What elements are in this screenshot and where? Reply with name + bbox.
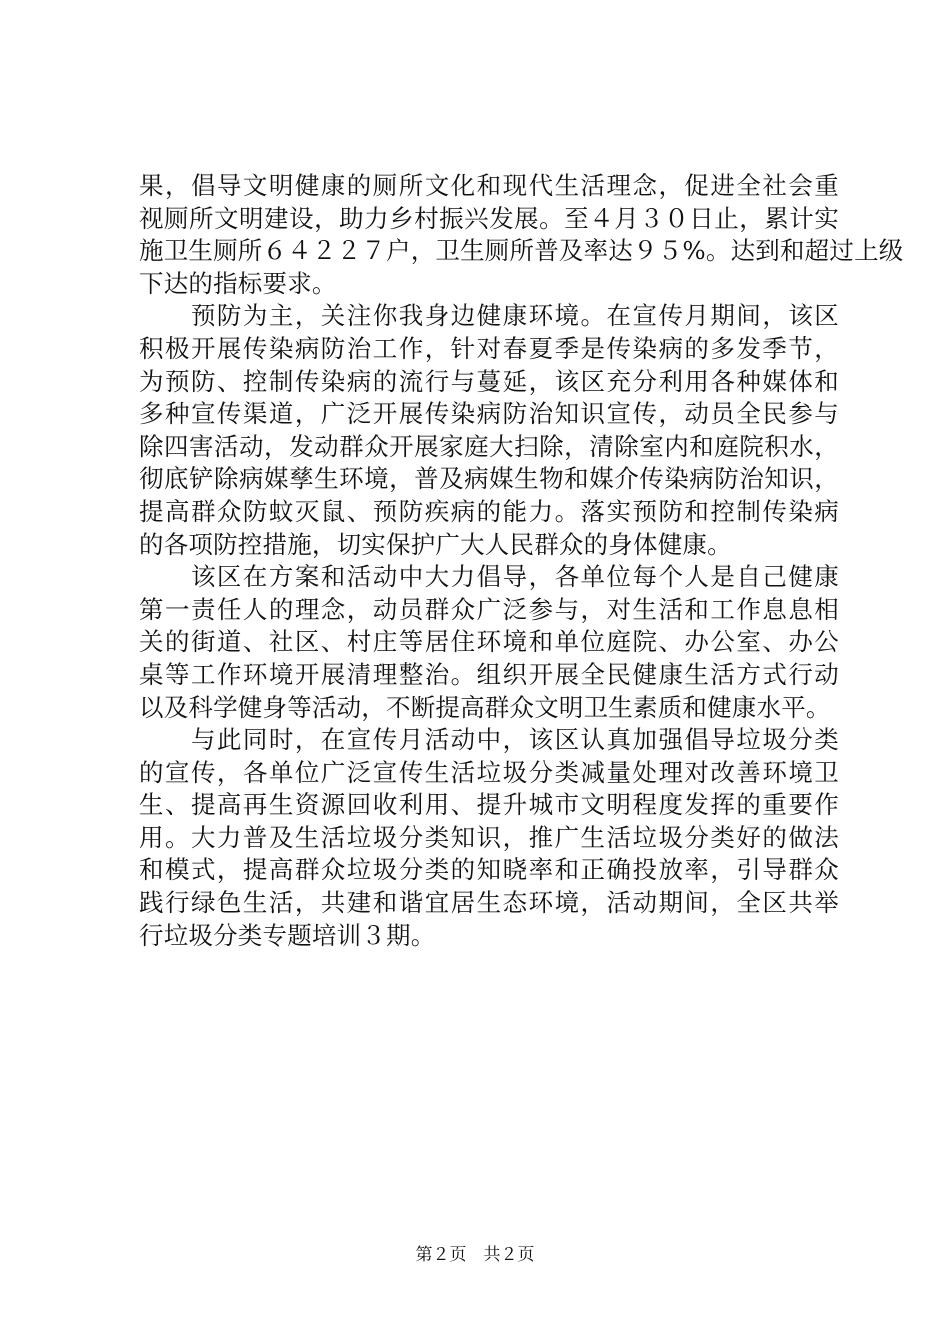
text-line: 生、提高再生资源回收利用、提升城市文明程度发挥的重要作 [139, 790, 839, 820]
text-line: 预防为主，关注你我身边健康环境。在宣传月期间，该区 [139, 301, 839, 331]
text-line: 以及科学健身等活动，不断提高群众文明卫生素质和健康水平。 [139, 692, 831, 722]
text-line: 关的街道、社区、村庄等居住环境和单位庭院、办公室、办公 [139, 627, 839, 657]
text-line: 多种宣传渠道，广泛开展传染病防治知识宣传，动员全民参与 [139, 399, 839, 429]
text-line: 第一责任人的理念，动员群众广泛参与，对生活和工作息息相 [139, 594, 839, 624]
text-line: 为预防、控制传染病的流行与蔓延，该区充分利用各种媒体和 [139, 366, 839, 396]
page-footer: 第２页 共２页 [415, 1245, 535, 1265]
text-line: 的宣传，各单位广泛宣传生活垃圾分类减量处理对改善环境卫 [139, 757, 839, 787]
text-line: 施卫生厕所６４２２７户，卫生厕所普及率达９５%。达到和超过上级 [139, 236, 904, 266]
text-line: 与此同时，在宣传月活动中，该区认真加强倡导垃圾分类 [139, 725, 839, 755]
text-line: 该区在方案和活动中大力倡导，各单位每个人是自己健康 [139, 562, 839, 592]
text-line: 桌等工作环境开展清理整治。组织开展全民健康生活方式行动 [139, 659, 839, 689]
text-line: 彻底铲除病媒孳生环境，普及病媒生物和媒介传染病防治知识， [139, 464, 839, 494]
text-line: 提高群众防蚊灭鼠、预防疾病的能力。落实预防和控制传染病 [139, 496, 839, 526]
text-line: 行垃圾分类专题培训３期。 [139, 920, 436, 950]
text-line: 除四害活动，发动群众开展家庭大扫除，清除室内和庭院积水， [139, 431, 839, 461]
text-line: 和模式，提高群众垃圾分类的知晓率和正确投放率，引导群众 [139, 855, 839, 885]
text-line: 积极开展传染病防治工作，针对春夏季是传染病的多发季节， [139, 333, 839, 363]
text-line: 用。大力普及生活垃圾分类知识，推广生活垃圾分类好的做法 [139, 822, 839, 852]
document-body [139, 170, 904, 952]
text-line: 视厕所文明建设，助力乡村振兴发展。至４月３０日止，累计实 [139, 203, 839, 233]
text-line: 下达的指标要求。 [139, 268, 337, 298]
text-line: 的各项防控措施，切实保护广大人民群众的身体健康。 [139, 529, 732, 559]
text-line: 果，倡导文明健康的厕所文化和现代生活理念，促进全社会重 [139, 171, 839, 200]
text-line: 践行绿色生活，共建和谐宜居生态环境，活动期间，全区共举 [139, 888, 839, 918]
